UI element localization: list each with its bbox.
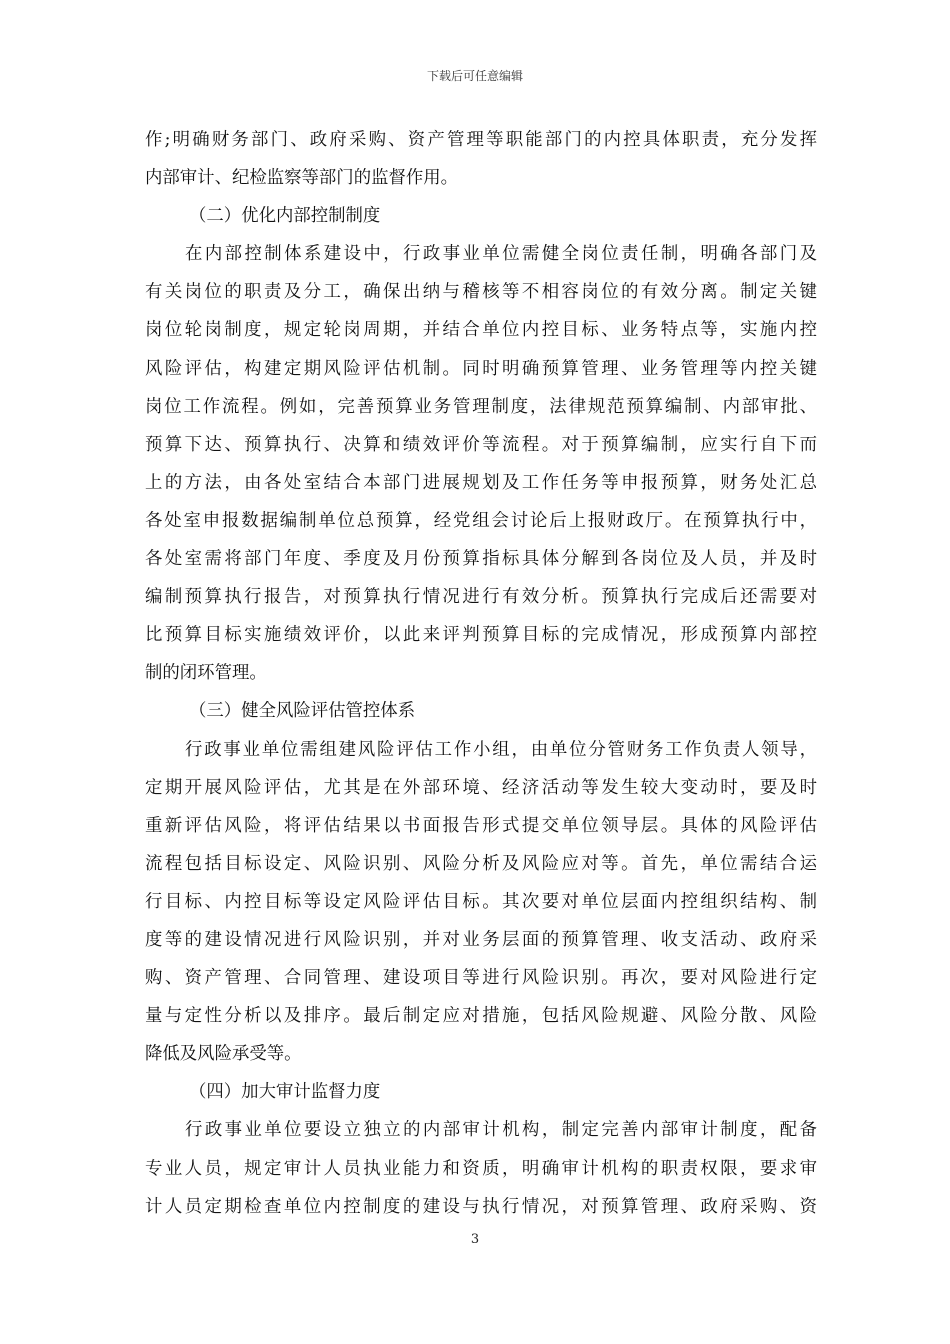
document-body (145, 121, 817, 1226)
body-line: 在内部控制体系建设中，行政事业单位需健全岗位责任制，明确各部门及 (185, 244, 817, 265)
body-line: 内部审计、纪检监察等部门的监督作用。 (145, 168, 459, 189)
body-line: 编制预算执行报告，对预算执行情况进行有效分析。预算执行完成后还需要对 (145, 587, 817, 608)
body-line: 降低及风险承受等。 (145, 1044, 302, 1065)
body-line: 有关岗位的职责及分工，确保出纳与稽核等不相容岗位的有效分离。制定关键 (145, 282, 817, 303)
section-heading: （三）健全风险评估管控体系 (189, 701, 416, 722)
body-line: 量与定性分析以及排序。最后制定应对措施，包括风险规避、风险分散、风险 (145, 1006, 817, 1027)
body-line: 购、资产管理、合同管理、建设项目等进行风险识别。再次，要对风险进行定 (145, 968, 817, 989)
body-line: 行目标、内控目标等设定风险评估目标。其次要对单位层面内控组织结构、制 (145, 891, 817, 912)
page-number: 3 (470, 1232, 480, 1247)
body-line: 各处室申报数据编制单位总预算，经党组会讨论后上报财政厅。在预算执行中， (145, 510, 817, 531)
body-line: 各处室需将部门年度、季度及月份预算指标具体分解到各岗位及人员，并及时 (145, 549, 817, 570)
body-line: 岗位轮岗制度，规定轮岗周期，并结合单位内控目标、业务特点等，实施内控 (145, 320, 817, 341)
body-line: 计人员定期检查单位内控制度的建设与执行情况，对预算管理、政府采购、资 (145, 1196, 817, 1217)
page-header: 下载后可任意编辑 (426, 69, 523, 83)
body-line: 定期开展风险评估，尤其是在外部环境、经济活动等发生较大变动时，要及时 (145, 777, 817, 798)
body-line: 预算下达、预算执行、决算和绩效评价等流程。对于预算编制，应实行自下而 (145, 434, 817, 455)
body-line: 重新评估风险，将评估结果以书面报告形式提交单位领导层。具体的风险评估 (145, 815, 817, 836)
body-line: 度等的建设情况进行风险识别，并对业务层面的预算管理、收支活动、政府采 (145, 929, 817, 950)
body-line: 制的闭环管理。 (145, 663, 267, 684)
body-line: 风险评估，构建定期风险评估机制。同时明确预算管理、业务管理等内控关键 (145, 358, 817, 379)
body-line: 比预算目标实施绩效评价，以此来评判预算目标的完成情况，形成预算内部控 (145, 625, 817, 646)
body-line: 行政事业单位需组建风险评估工作小组，由单位分管财务工作负责人领导， (185, 739, 817, 760)
section-heading: （四）加大审计监督力度 (189, 1082, 381, 1103)
body-line: 岗位工作流程。例如，完善预算业务管理制度，法律规范预算编制、内部审批、 (145, 396, 817, 417)
body-line: 专业人员，规定审计人员执业能力和资质，明确审计机构的职责权限，要求审 (145, 1158, 817, 1179)
body-line: 作;明确财务部门、政府采购、资产管理等职能部门的内控具体职责，充分发挥 (145, 130, 817, 150)
body-line: 流程包括目标设定、风险识别、风险分析及风险应对等。首先，单位需结合运 (145, 853, 817, 874)
body-line: 上的方法，由各处室结合本部门进展规划及工作任务等申报预算，财务处汇总 (145, 472, 817, 493)
section-heading: （二）优化内部控制制度 (189, 206, 381, 227)
body-line: 行政事业单位要设立独立的内部审计机构，制定完善内部审计制度，配备 (185, 1120, 817, 1141)
